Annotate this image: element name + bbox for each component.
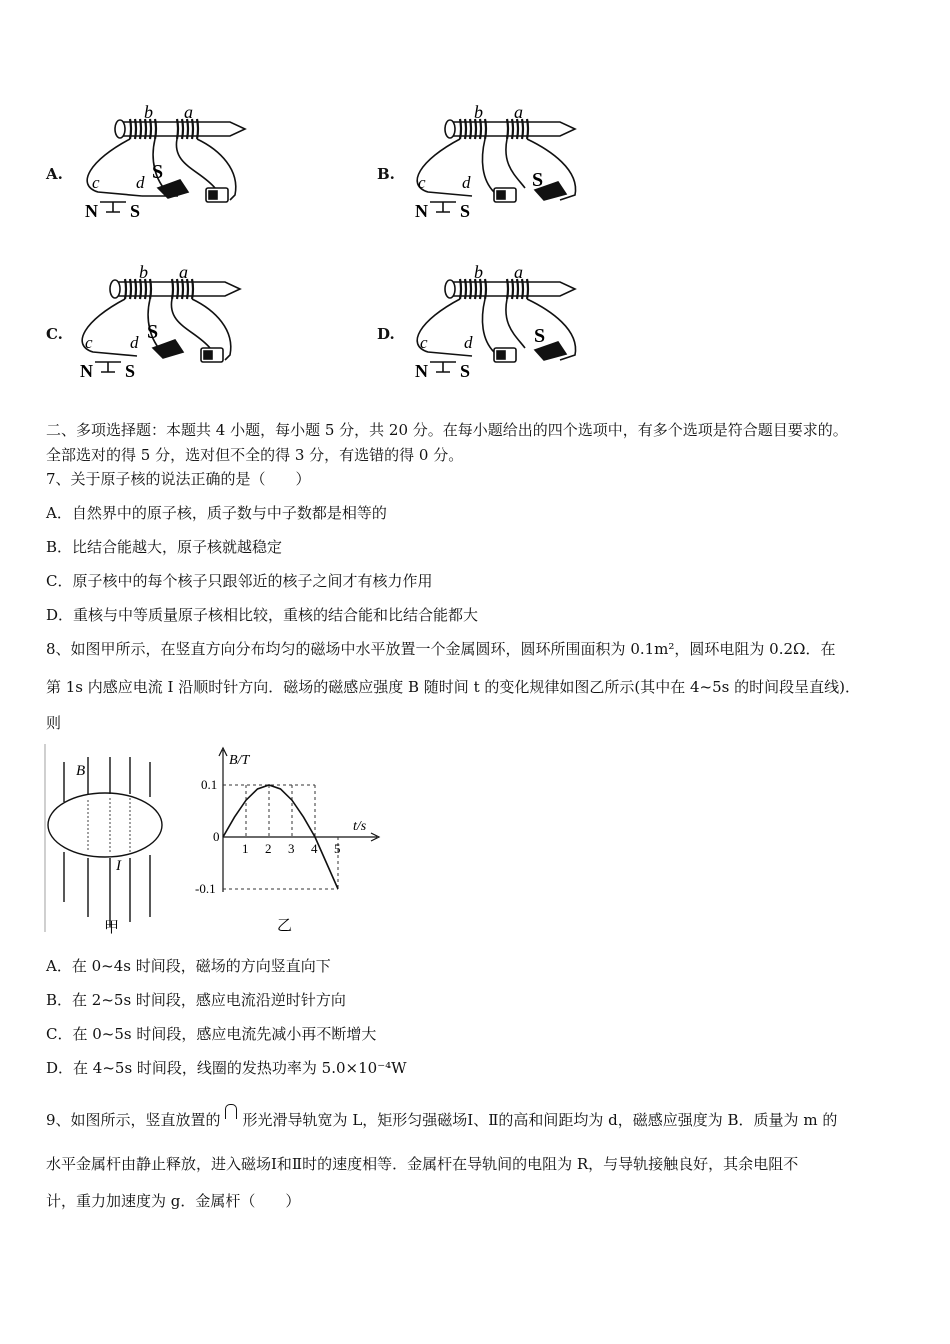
label-b: b [139,262,148,282]
x-axis-label: t/s [353,819,367,834]
y-tick-label: -0.1 [195,881,216,896]
x-tick-label: 1 [242,841,249,856]
q9-stem-line2: 水平金属杆由静止释放，进入磁场Ⅰ和Ⅱ时的速度相等．金属杆在导轨间的电阻为 R，与导轨接触良好，其余电阻不 [46,1155,799,1173]
section2-heading-line1: 二、多项选择题：本题共 4 小题，每小题 5 分，共 20 分。在每小题给出的四个选项中，有多个选项是符合题目要求的。 [46,421,848,439]
q9-stem-pre: 9、如图所示，竖直放置的 [46,1111,221,1129]
option-c-label: C. [46,325,63,343]
jia-b-label: B [76,763,86,779]
option-a-label: A. [46,165,63,183]
compass-n: N [415,361,428,381]
q7-stem: 7、关于原子核的说法正确的是（ ） [46,470,311,488]
compass-s: S [125,361,136,381]
y-tick-label: 0.1 [201,777,218,792]
compass-n: N [415,201,428,221]
q7-option-a: A．自然界中的原子核，质子数与中子数都是相等的 [46,504,387,522]
label-d: d [136,173,145,192]
figure-jia [44,742,194,937]
label-d: d [130,333,139,352]
x-tick-label: 4 [311,841,318,856]
q7-option-c: C．原子核中的每个核子只跟邻近的核子之间才有核力作用 [46,572,433,590]
q7-option-d: D．重核与中等质量原子核相比较，重核的结合能和比结合能都大 [46,606,479,624]
circuit-figure-a [80,100,260,225]
x-tick-label: 5 [334,841,341,856]
compass-s: S [130,201,141,221]
switch-label-s: S [152,161,164,183]
q8-stem-line1: 8、如图甲所示，在竖直方向分布均匀的磁场中水平放置一个金属圆环，圆环所围面积为 0.1m²，圆环电阻为 0.2Ω．在 [46,640,836,658]
jia-i-label: I [116,858,121,874]
origin-label: 0 [213,829,220,844]
switch-label-s: S [534,325,546,347]
yi-caption: 乙 [277,918,293,934]
circuit-figure-b [410,100,590,225]
q8-option-c: C．在 0~5s 时间段，感应电流先减小再不断增大 [46,1025,377,1043]
circuit-figure-c [75,260,255,385]
label-c: c [92,173,100,192]
q8-option-b: B．在 2~5s 时间段，感应电流沿逆时针方向 [46,991,346,1009]
q8-stem-line3: 则 [46,714,62,732]
q9-stem-line1 [46,1104,837,1130]
circuit-figure-d [410,260,590,385]
label-a: a [514,102,523,122]
compass-n: N [80,361,93,381]
option-b-label: B. [377,165,395,183]
compass-s: S [460,201,471,221]
jia-caption: 甲 [104,920,120,936]
label-d: d [464,333,473,352]
y-axis-label: B/T [229,753,250,768]
x-tick-label: 3 [288,841,295,856]
label-d: d [462,173,471,192]
label-b: b [144,102,153,122]
inverted-u-rail-icon [225,1104,237,1119]
figure-yi-chart [195,742,385,937]
label-b: b [474,102,483,122]
q7-option-b: B．比结合能越大，原子核就越稳定 [46,538,283,556]
q9-stem-line3: 计，重力加速度为 g．金属杆（ ） [46,1192,301,1210]
label-c: c [418,173,426,192]
label-c: c [420,333,428,352]
q8-stem-line2: 第 1s 内感应电流 I 沿顺时针方向．磁场的磁感应强度 B 随时间 t 的变化规律如图乙所示(其中在 4~5s 的时间段呈直线)． [46,678,860,696]
switch-label-s: S [147,321,159,343]
label-a: a [179,262,188,282]
q8-option-a: A．在 0~4s 时间段，磁场的方向竖直向下 [46,957,331,975]
label-a: a [184,102,193,122]
compass-n: N [85,201,98,221]
q9-stem-post: 形光滑导轨宽为 L，矩形匀强磁场Ⅰ、Ⅱ的高和间距均为 d，磁感应强度为 B．质量为 m 的 [242,1111,838,1129]
label-b: b [474,262,483,282]
label-c: c [85,333,93,352]
switch-label-s: S [532,169,544,191]
label-a: a [514,262,523,282]
compass-s: S [460,361,471,381]
q8-option-d: D．在 4~5s 时间段，线圈的发热功率为 5.0×10⁻⁴W [46,1059,407,1077]
x-tick-label: 2 [265,841,272,856]
option-d-label: D. [377,325,395,343]
section2-heading-line2: 全部选对的得 5 分，选对但不全的得 3 分，有选错的得 0 分。 [46,446,464,464]
